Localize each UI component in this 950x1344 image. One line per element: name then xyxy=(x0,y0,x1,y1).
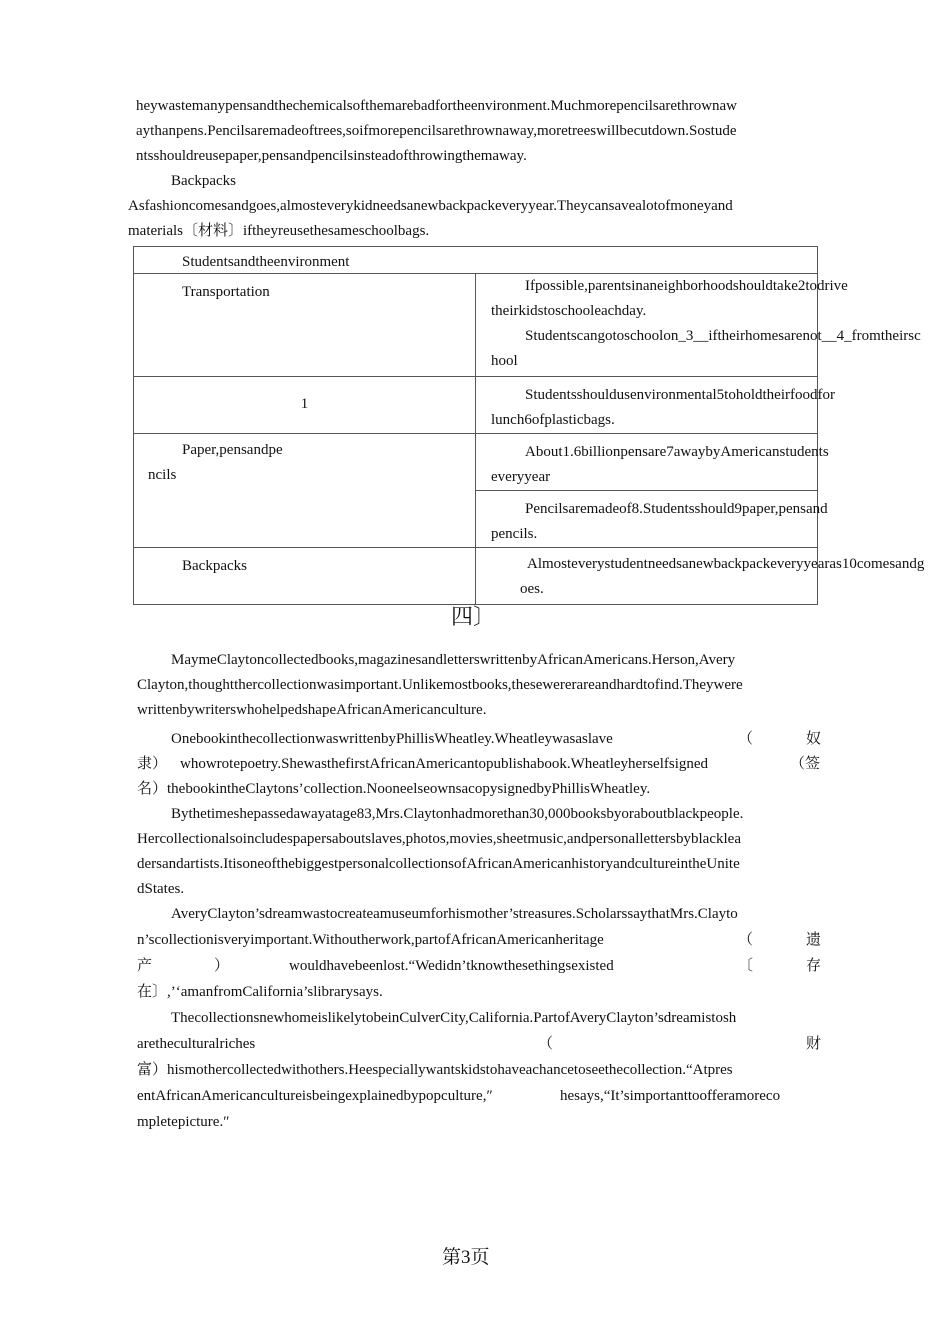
p2-line-2-c: （签 xyxy=(790,756,821,772)
backpacks-heading: Backpacks xyxy=(171,173,236,189)
p4-line-2: n’scollectionisveryimportant.Withoutherwork,partofAfricanAmericanheritage xyxy=(137,932,604,948)
row1-label: 1 xyxy=(300,396,309,412)
backpacks-line-2: materials〔材料〕iftheyreusethesameschoolbags. xyxy=(128,223,430,239)
p2-line-3: 名）thebookintheClaytons’collection.NooneelseownsacopysignedbyPhillisWheatley. xyxy=(137,781,651,797)
p4-line-1: AveryClayton’sdreamwastocreateamuseumforhismother’streasures.ScholarssaythatMrs.Clayto xyxy=(171,906,738,922)
p5-line-2-char: 财 xyxy=(806,1036,822,1052)
paper-b-line-2: pencils. xyxy=(491,526,538,542)
paper-b-line-1: Pencilsaremadeof8.Studentsshould9paper,pensand xyxy=(525,501,828,517)
transportation-label-cell xyxy=(134,274,476,377)
p2-line-2-a: 隶） xyxy=(137,756,168,772)
paper-content-a-cell xyxy=(476,434,829,491)
summary-table xyxy=(133,246,925,605)
transportation-line-1: Ifpossible,parentsinaneighborhoodshouldtake2todrive xyxy=(525,278,848,294)
p3-line-1: Bythetimeshepassedawayatage83,Mrs.Claytonhadmorethan30,000booksbyoraboutblackpeople. xyxy=(171,806,744,822)
intro-line-1: heywastemanypensandthechemicalsofthemarebadfortheenvironment.Muchmorepencilsarethrownaw xyxy=(136,98,738,114)
p3-line-3: dersandartists.ItisoneofthebiggestpersonalcollectionsofAfricanAmericanhistoryandcultureintheUnite xyxy=(137,856,740,872)
transportation-label: Transportation xyxy=(182,284,270,300)
row1-line-1: Studentsshouldusenvironmental5toholdtheirfoodfor xyxy=(525,387,835,403)
p5-line-4-b: hesays,“It’simportanttoofferamoreco xyxy=(560,1088,781,1104)
paper-content-b-cell xyxy=(476,491,828,548)
p5-line-1: ThecollectionsnewhomeislikelytobeinCulverCity,California.PartofAveryClayton’sdreamistosh xyxy=(171,1010,737,1026)
transportation-line-3: Studentscangotoschoolon_3__iftheirhomesarenot__4_fromtheirsc xyxy=(525,328,921,344)
backpacks-line-1: Asfashioncomesandgoes,almosteverykidneedsanewbackpackeveryyear.Theycansavealotofmoneyand xyxy=(128,198,733,214)
p5-line-5: mpletepicture.″ xyxy=(137,1114,230,1130)
paper-label-line-2: ncils xyxy=(148,467,177,483)
p2-line-1-paren: （ xyxy=(738,731,754,747)
p5-line-2-paren: （ xyxy=(538,1036,554,1052)
backpacks-row-line-1: Almosteverystudentneedsanewbackpackeveryyearas10comesandg xyxy=(527,556,925,572)
table-title-cell xyxy=(134,247,818,274)
row1-line-2: lunch6ofplasticbags. xyxy=(491,412,615,428)
row1-label-cell xyxy=(134,377,476,434)
page-number: 第3页 xyxy=(442,1247,490,1268)
p4-line-3-b: ） xyxy=(214,958,230,974)
p4-line-3-e: 存 xyxy=(806,958,822,974)
backpacks-row-line-2: oes. xyxy=(520,581,544,597)
p1-line-2: Clayton,thoughtthercollectionwasimportant.Unlikemostbooks,thesewererareandhardtofind.Theywere xyxy=(137,677,743,693)
p4-line-2-paren: （ xyxy=(738,932,754,948)
intro-line-2: aythanpens.Pencilsaremadeoftrees,soifmorepencilsarethrownaway,moretreeswillbecutdown.Sostude xyxy=(136,123,737,139)
backpacks-label: Backpacks xyxy=(182,558,247,574)
section-heading: 四〕 xyxy=(451,605,496,630)
p2-line-2-b: whowrotepoetry.ShewasthefirstAfricanAmericantopublishabook.Wheatleyherselfsigned xyxy=(180,756,709,772)
p3-line-2: Hercollectionalsoincludespapersaboutslaves,photos,movies,sheetmusic,andpersonallettersbyblacklea xyxy=(137,831,741,847)
intro-line-3: ntsshouldreusepaper,pensandpencilsinsteadofthrowingthemaway. xyxy=(136,148,527,164)
paper-a-line-2: everyyear xyxy=(491,469,551,485)
p5-line-2: aretheculturalriches xyxy=(137,1036,256,1052)
p5-line-3: 富）hismothercollectedwithothers.Heespeciallywantskidstohaveachancetoseethecollection.“Atpres xyxy=(137,1062,733,1078)
paper-label-line-1: Paper,pensandpe xyxy=(182,442,283,458)
paper-label-cell xyxy=(134,434,476,548)
transportation-line-2: theirkidstoschooleachday. xyxy=(491,303,647,319)
p4-line-2-char: 遗 xyxy=(806,932,822,948)
paper-a-line-1: About1.6billionpensare7awaybyAmericanstudents xyxy=(525,444,829,460)
p4-line-4: 在〕,’‘amanfromCalifornia’slibrarysays. xyxy=(137,984,383,1000)
p3-line-4: dStates. xyxy=(137,881,185,897)
p1-line-1: MaymeClaytoncollectedbooks,magazinesandletterswrittenbyAfricanAmericans.Herson,Avery xyxy=(171,652,736,668)
transportation-content-cell xyxy=(476,274,921,377)
p2-line-1-char: 奴 xyxy=(806,731,822,747)
backpacks-label-cell xyxy=(134,548,476,605)
p4-line-3-a: 产 xyxy=(137,958,153,974)
p5-line-4-a: entAfricanAmericancultureisbeingexplainedbypopculture,″ xyxy=(137,1088,493,1104)
backpacks-content-cell xyxy=(476,548,925,605)
row1-content-cell xyxy=(476,377,835,434)
p2-line-1: OnebookinthecollectionwaswrittenbyPhillisWheatley.Wheatleywasaslave xyxy=(171,731,613,747)
p4-line-3-d: 〔 xyxy=(738,958,754,974)
transportation-line-4: hool xyxy=(491,353,518,369)
table-title: Studentsandtheenvironment xyxy=(182,254,350,270)
p4-line-3-c: wouldhavebeenlost.“Wedidn’tknowthesethingsexisted xyxy=(289,958,614,974)
p1-line-3: writtenbywriterswhohelpedshapeAfricanAmericanculture. xyxy=(137,702,487,718)
